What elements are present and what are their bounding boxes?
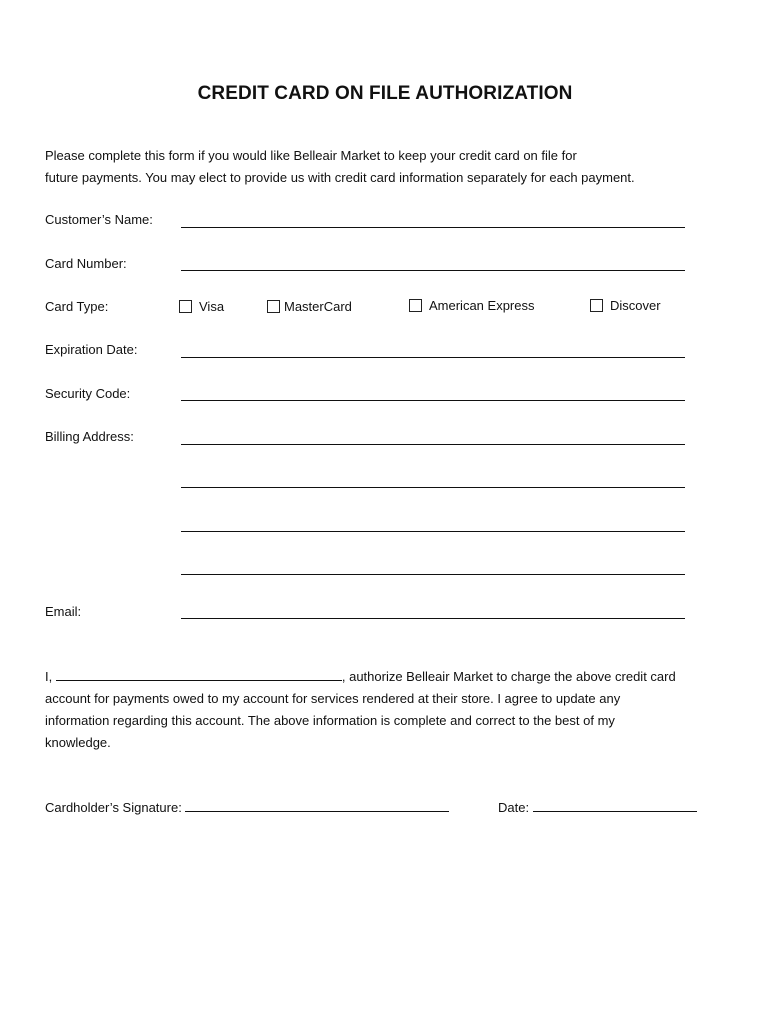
card-type-label: Card Type: <box>45 299 109 314</box>
discover-label: Discover <box>610 298 661 313</box>
card-number-field[interactable] <box>181 270 685 271</box>
email-label: Email: <box>45 604 82 619</box>
customer-name-label: Customer’s Name: <box>45 212 153 227</box>
card-type-amex-option[interactable] <box>409 298 534 313</box>
date-field[interactable] <box>533 799 697 812</box>
authorizer-name-field[interactable] <box>56 669 342 681</box>
authorization-line: account for payments owed to my account for services rendered at their store. I agree to update any <box>45 691 621 706</box>
authorization-line: knowledge. <box>45 735 111 750</box>
intro-line: future payments. You may elect to provide us with credit card information separately for each payment. <box>45 170 635 185</box>
authorization-prefix: I, <box>45 669 53 684</box>
card-type-mastercard-option[interactable] <box>267 299 352 314</box>
signature-field[interactable] <box>185 799 449 812</box>
date-label: Date: <box>498 800 530 815</box>
visa-checkbox[interactable] <box>179 300 192 313</box>
billing-address-line-1[interactable] <box>181 444 685 445</box>
expiration-date-label: Expiration Date: <box>45 342 138 357</box>
authorization-line <box>45 666 725 688</box>
signature-row <box>45 799 449 815</box>
intro-paragraph <box>45 145 725 189</box>
card-type-visa-option[interactable] <box>179 299 224 314</box>
page-title: CREDIT CARD ON FILE AUTHORIZATION <box>197 83 573 104</box>
billing-address-label: Billing Address: <box>45 429 134 444</box>
expiration-date-field[interactable] <box>181 357 685 358</box>
date-row <box>498 799 697 815</box>
billing-address-line-2[interactable] <box>181 487 685 488</box>
security-code-label: Security Code: <box>45 386 131 401</box>
billing-address-line-4[interactable] <box>181 574 685 575</box>
amex-checkbox[interactable] <box>409 299 422 312</box>
customer-name-field[interactable] <box>181 227 685 228</box>
intro-line: Please complete this form if you would like Belleair Market to keep your credit card on file for <box>45 148 577 163</box>
visa-label: Visa <box>199 299 225 314</box>
discover-checkbox[interactable] <box>590 299 603 312</box>
mastercard-checkbox[interactable] <box>267 300 280 313</box>
email-field[interactable] <box>181 618 685 619</box>
billing-address-line-3[interactable] <box>181 531 685 532</box>
amex-label: American Express <box>429 298 535 313</box>
card-number-label: Card Number: <box>45 256 127 271</box>
security-code-field[interactable] <box>181 400 685 401</box>
authorization-line: information regarding this account. The above information is complete and correct to the best of my <box>45 713 615 728</box>
mastercard-label: MasterCard <box>284 299 352 314</box>
authorization-paragraph <box>45 666 725 754</box>
card-type-discover-option[interactable] <box>590 298 661 313</box>
authorization-line-1-text: , authorize Belleair Market to charge the above credit card <box>341 669 676 684</box>
signature-label: Cardholder’s Signature: <box>45 800 182 815</box>
